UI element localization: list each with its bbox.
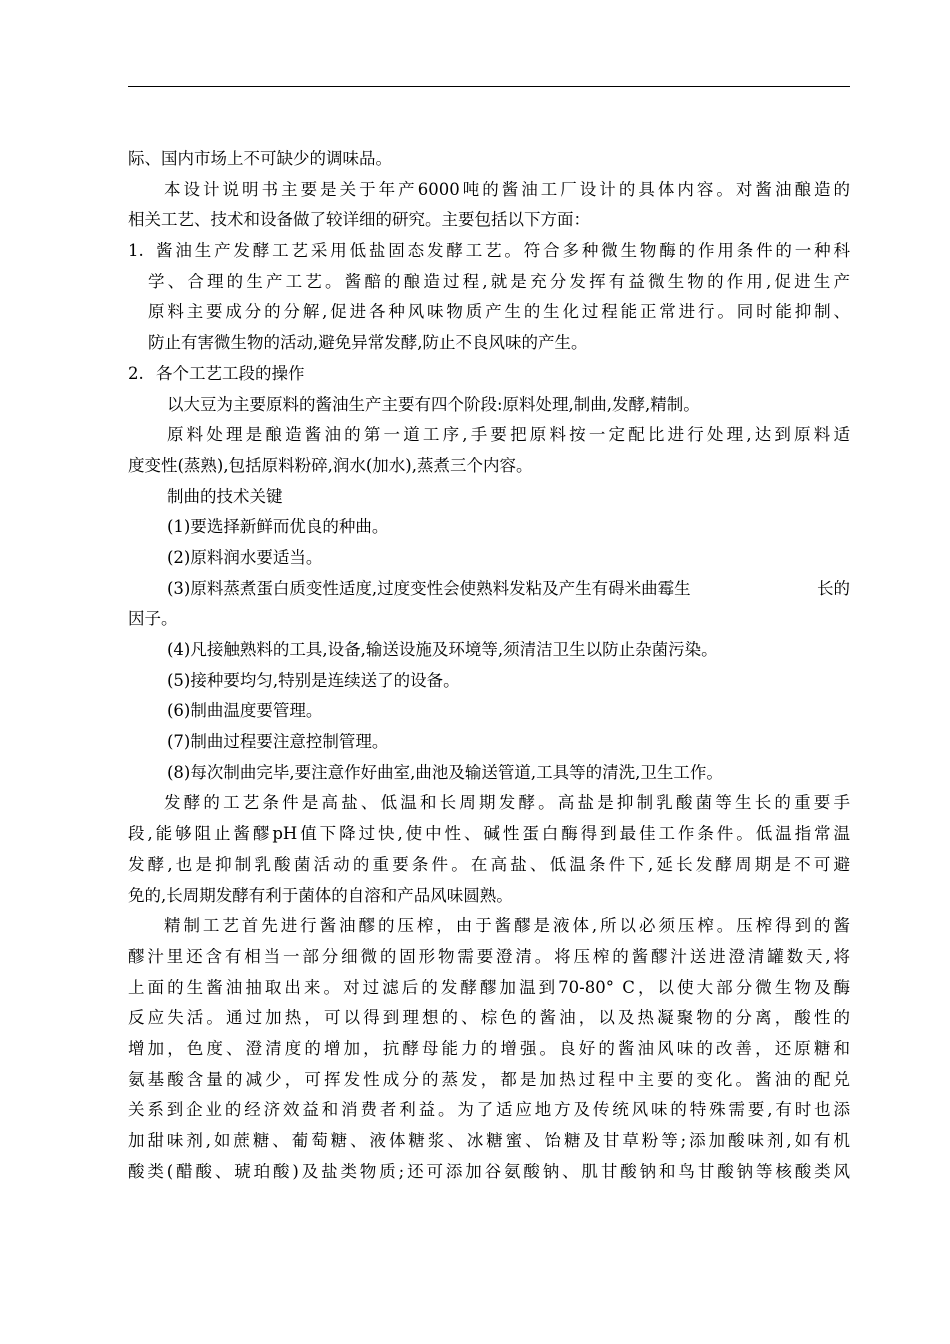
paragraph-line: 段,能够阻止酱醪pH值下降过快,使中性、碱性蛋白酶得到最佳工作条件。低温指常温: [128, 824, 850, 844]
list-item: (2)原料润水要适当。: [167, 547, 323, 567]
list-item: (1)要选择新鲜而优良的种曲。: [167, 517, 389, 537]
paragraph-line: 酸类(醋酸、琥珀酸)及盐类物质;还可添加谷氨酸钠、肌甘酸钠和鸟甘酸钠等核酸类风: [128, 1161, 850, 1181]
list-item: (8)每次制曲完毕,要注意作好曲室,曲池及输送管道,工具等的清洗,卫生工作。: [167, 762, 723, 782]
list-item: [128, 574, 850, 605]
paragraph-line: 增加，色度、澄清度的增加，抗酵母能力的增强。良好的酱油风味的改善，还原糖和: [128, 1038, 850, 1058]
paragraph-line: 度变性(蒸熟),包括原料粉碎,润水(加水),蒸煮三个内容。: [128, 455, 533, 475]
list-item-text-tail: 长的: [817, 578, 850, 598]
list-item-continuation: 因子。: [128, 609, 178, 629]
list-number: 2.: [128, 363, 144, 383]
list-item: (4)凡接触熟料的工具,设备,输送设施及环境等,须清洁卫生以防止杂菌污染。: [167, 640, 718, 659]
paragraph-line: 相关工艺、技术和设备做了较详细的研究。主要包括以下方面：: [128, 210, 590, 230]
list-item-text: (3)原料蒸煮蛋白质变性适度,过度变性会使熟料发粘及产生有碍米曲霉生: [167, 578, 691, 598]
list-item: (5)接种要均匀,特别是连续送了的设备。: [167, 670, 460, 690]
list-item-continuation: 原料主要成分的分解,促进各种风味物质产生的生化过程能正常进行。同时能抑制、: [148, 302, 850, 322]
paragraph-line: 上面的生酱油抽取出来。对过滤后的发酵醪加温到70-80° C，以使大部分微生物及酶: [128, 977, 850, 997]
section-heading: 制曲的技术关键: [167, 486, 283, 506]
paragraph-line: 加甜味剂,如蔗糖、葡萄糖、液体糖浆、冰糖蜜、饴糖及甘草粉等;添加酸味剂,如有机: [128, 1131, 850, 1150]
paragraph-line: 免的,长周期发酵有利于菌体的自溶和产品风味圆熟。: [128, 885, 513, 905]
header-rule: [128, 86, 850, 87]
paragraph-line: 反应失活。通过加热，可以得到理想的、棕色的酱油，以及热凝聚物的分离，酸性的: [128, 1008, 850, 1028]
paragraph-line: 醪汁里还含有相当一部分细微的固形物需要澄清。将压榨的酱醪汁送进澄清罐数天,将: [128, 946, 850, 966]
list-item-text: 各个工艺工段的操作: [156, 363, 305, 383]
document-body: [128, 144, 850, 1187]
paragraph-line: 发酵的工艺条件是高盐、低温和长周期发酵。高盐是抑制乳酸菌等生长的重要手: [164, 793, 850, 813]
paragraph-line: 氨基酸含量的减少，可挥发性成分的蒸发，都是加热过程中主要的变化。酱油的配兑: [128, 1069, 850, 1089]
list-item: (6)制曲温度要管理。: [167, 701, 323, 721]
paragraph-line: 原料处理是酿造酱油的第一道工序,手要把原料按一定配比进行处理,达到原料适: [167, 425, 850, 445]
list-item-text: 酱油生产发酵工艺采用低盐固态发酵工艺。符合多种微生物酶的作用条件的一种科: [156, 241, 850, 261]
paragraph-line: 关系到企业的经济效益和消费者利益。为了适应地方及传统风味的特殊需要,有时也添: [128, 1100, 850, 1120]
paragraph-line: 精制工艺首先进行酱油醪的压榨，由于酱醪是液体,所以必须压榨。压榨得到的酱: [164, 916, 850, 936]
list-item: [128, 236, 850, 267]
list-number: 1.: [128, 241, 144, 261]
list-item-continuation: 防止有害微生物的活动,避免异常发酵,防止不良风味的产生。: [148, 333, 588, 353]
paragraph-line: 本设计说明书主要是关于年产6000吨的酱油工厂设计的具体内容。对酱油酿造的: [164, 179, 850, 199]
paragraph-line: 以大豆为主要原料的酱油生产主要有四个阶段:原料处理,制曲,发酵,精制。: [167, 394, 700, 414]
paragraph-line: 际、国内市场上不可缺少的调味品。: [128, 149, 392, 168]
list-item: (7)制曲过程要注意控制管理。: [167, 732, 389, 752]
list-item: [128, 359, 850, 390]
paragraph-line: 发酵,也是抑制乳酸菌活动的重要条件。在高盐、低温条件下,延长发酵周期是不可避: [128, 854, 850, 874]
list-item-continuation: 学、合理的生产工艺。酱醅的酿造过程,就是充分发挥有益微生物的作用,促进生产: [148, 271, 850, 291]
